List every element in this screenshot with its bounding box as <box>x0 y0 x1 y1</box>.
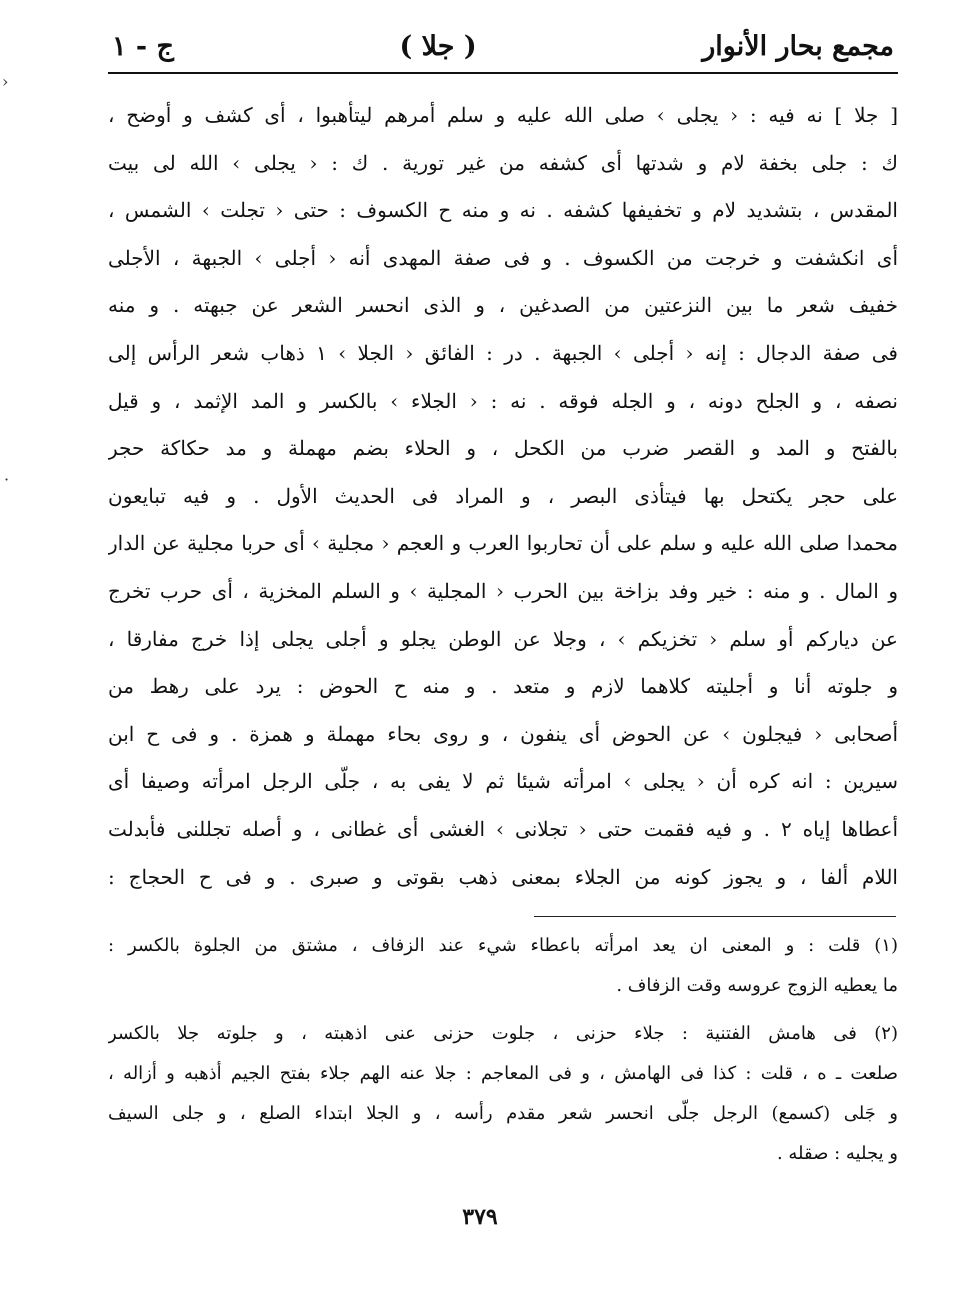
text-line: فى صفة الدجال : إنه ‹ أجلى › الجبهة . در : الفائق ‹ الجلا › ١ ذهاب شعر الرأس إلى <box>108 340 898 365</box>
text-line: أعطاها إياه ٢ . و فيه فقمت حتى ‹ تجلانى › الغشى أى غطانى ، و أصله تجللنى فأبدلت <box>108 816 898 841</box>
text-line: سيرين : انه كره أن ‹ يجلى › امرأته شيئا ثم لا يفى به ، جلّى الرجل امرأته وصيفا أى <box>108 769 898 794</box>
text-line: أصحابى ‹ فيجلون › عن الحوض أى ينفون ، و روى بحاء مهملة و همزة . و فى ح ابن <box>108 721 898 746</box>
volume-label: ج - ١ <box>112 30 174 62</box>
book-title: مجمع بحار الأنوار <box>702 30 894 62</box>
footnotes <box>108 926 898 1174</box>
header-rule <box>108 72 898 74</box>
footnote-line: ما يعطيه الزوج عروسه وقت الزفاف . <box>616 975 898 996</box>
footnote-rule <box>534 916 896 917</box>
margin-mark: · <box>4 470 10 489</box>
footnote-line: و يجليه : صقله . <box>776 1143 898 1164</box>
footnote-line: صلعت ـ ه ، قلت : كذا فى الهامش ، و فى المعاجم : جلا عنه الهم جلاء بفتح الجيم أذهبه و أزاله ، <box>108 1063 898 1084</box>
page-number: ٣٧٩ <box>462 1204 498 1230</box>
text-line: نصفه ، و الجلح دونه ، و الجله فوقه . نه : ‹ الجلاء › بالكسر و المد الإثمد ، و قيل <box>108 388 898 413</box>
main-text <box>108 92 898 901</box>
text-line: بالفتح و المد و القصر ضرب من الكحل ، و الحلاء بضم مهملة و مد حكاكة حجر <box>108 436 898 461</box>
text-line: و جلوته أنا و أجليته كلاهما لازم و متعد . و منه ح الحوض : يرد على رهط من <box>108 674 898 699</box>
text-line: و المال . و منه : خير وفد بزاخة بين الحرب ‹ المجلية › و السلم المخزية ، أى حرب تخرج <box>108 578 898 603</box>
text-line: على حجر يكتحل بها فيتأذى البصر ، و المراد فى الحديث الأول . و فيه تبايعون <box>108 483 898 508</box>
text-line: ك : جلى بخفة لام و شدتها أى كشفه من غير تورية . ك : ‹ يجلى › الله لى بيت <box>108 150 898 175</box>
footnote-line: (٢) فى هامش الفتنية : جلاء حزنى ، جلوت حزنى عنى اذهبته ، و جلوته جلا بالكسر <box>108 1023 898 1044</box>
margin-mark: › <box>2 72 9 91</box>
text-line: عن دياركم أو سلم ‹ تخزيكم › ، وجلا عن الوطن يجلو و أجلى يجلى إذا خرج مفارقا ، <box>108 626 898 651</box>
text-line: اللام ألفا ، و يجوز كونه من الجلاء بمعنى ذهب بقوتى و صبرى . و فى ح الحجاج : <box>108 864 898 889</box>
entry-heading: ( جلا ) <box>399 30 477 62</box>
text-line: [ جلا ] نه فيه : ‹ يجلى › صلى الله عليه و سلم أمرهم ليتأهبوا ، أى كشف و أوضح ، <box>108 103 898 127</box>
footnote-line: (١) قلت : و المعنى ان يعد امرأته باعطاء شيء عند الزفاف ، مشتق من الجلوة بالكسر : <box>108 935 898 956</box>
page-header <box>112 22 894 70</box>
text-line: أى انكشفت و خرجت من الكسوف . و فى صفة المهدى أنه ‹ أجلى › الجبهة ، الأجلى <box>108 245 898 270</box>
footnote-line: و جَلى (كسمع) الرجل جلّى انحسر شعر مقدم رأسه ، و الجلا ابتداء الصلع ، و جلى السيف <box>108 1103 898 1124</box>
text-line: خفيف شعر ما بين النزعتين من الصدغين ، و الذى انحسر الشعر عن جبهته . و منه <box>108 293 898 318</box>
text-line: محمدا صلى الله عليه و سلم على أن تحاربوا العرب و العجم ‹ مجلية › أى حربا مجلية عن الدار <box>108 531 898 556</box>
text-line: المقدس ، بتشديد لام و تخفيفها كشفه . نه و منه ح الكسوف : حتى ‹ تجلت › الشمس ، <box>108 198 898 223</box>
